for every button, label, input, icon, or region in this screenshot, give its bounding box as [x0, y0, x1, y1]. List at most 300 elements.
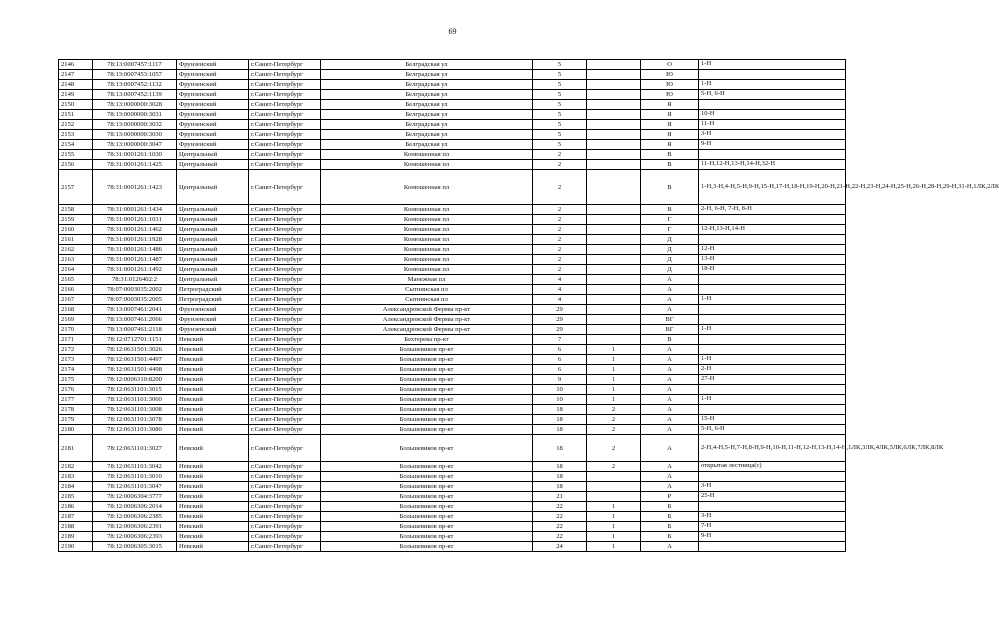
street-cell: Белградская ул: [321, 120, 533, 130]
street-cell: Конюшенная пл: [321, 265, 533, 275]
cadastral-number: 78:31:0001261:1423: [93, 170, 177, 205]
litera-cell: Ю: [641, 80, 699, 90]
row-number: 2159: [59, 215, 93, 225]
city-cell: г.Санкт-Петербург: [249, 275, 321, 285]
building-number: 2: [587, 425, 641, 435]
district-cell: Невский: [177, 385, 249, 395]
litera-cell: Д: [641, 265, 699, 275]
city-cell: г.Санкт-Петербург: [249, 285, 321, 295]
row-number: 2178: [59, 405, 93, 415]
table-row: [59, 345, 846, 355]
cadastral-number: 78:12:0631101:3060: [93, 395, 177, 405]
street-cell: Большевиков пр-кт: [321, 492, 533, 502]
row-number: 2148: [59, 80, 93, 90]
house-number: 6: [533, 345, 587, 355]
litera-cell: Ю: [641, 70, 699, 80]
page-number: 69: [448, 27, 457, 36]
table-row: [59, 245, 846, 255]
city-cell: г.Санкт-Петербург: [249, 522, 321, 532]
row-number: 2182: [59, 462, 93, 472]
cadastral-number: 78:12:0631101:3027: [93, 435, 177, 462]
street-cell: Бехтерева пр-кт: [321, 335, 533, 345]
litera-cell: А: [641, 542, 699, 552]
street-cell: Конюшенная пл: [321, 170, 533, 205]
district-cell: Центральный: [177, 225, 249, 235]
building-number: 1: [587, 512, 641, 522]
litera-cell: А: [641, 285, 699, 295]
cadastral-number: 78:31:0001261:1462: [93, 225, 177, 235]
city-cell: г.Санкт-Петербург: [249, 345, 321, 355]
cadastral-number: 78:31:0001261:1434: [93, 205, 177, 215]
district-cell: Невский: [177, 462, 249, 472]
premises-cell: [699, 215, 846, 225]
row-number: 2151: [59, 110, 93, 120]
street-cell: Белградская ул: [321, 70, 533, 80]
premises-cell: 1-Н: [699, 395, 846, 405]
building-number: 1: [587, 395, 641, 405]
premises-cell: 1-Н,3-Н,4-Н,5-Н,9-Н,15-Н,17-Н,18-Н,19-Н,20-Н,21-Н,22-Н,23-Н,24-Н,25-Н,26-Н,28-Н,29-Н,31-Н,1ЛК,2ЛК: [699, 170, 846, 205]
premises-cell: 10-Н: [699, 110, 846, 120]
street-cell: Большевиков пр-кт: [321, 345, 533, 355]
table-row: [59, 140, 846, 150]
district-cell: Фрунзенский: [177, 100, 249, 110]
city-cell: г.Санкт-Петербург: [249, 265, 321, 275]
litera-cell: Д: [641, 245, 699, 255]
district-cell: Невский: [177, 425, 249, 435]
district-cell: Невский: [177, 345, 249, 355]
row-number: 2174: [59, 365, 93, 375]
premises-cell: [699, 345, 846, 355]
building-number: [587, 90, 641, 100]
street-cell: Белградская ул: [321, 140, 533, 150]
city-cell: г.Санкт-Петербург: [249, 90, 321, 100]
house-number: 21: [533, 492, 587, 502]
cadastral-number: 78:13:0000000:3047: [93, 140, 177, 150]
building-number: [587, 335, 641, 345]
city-cell: г.Санкт-Петербург: [249, 395, 321, 405]
litera-cell: Я: [641, 110, 699, 120]
premises-cell: 7-Н: [699, 522, 846, 532]
premises-cell: 1-Н: [699, 80, 846, 90]
premises-cell: [699, 472, 846, 482]
row-number: 2179: [59, 415, 93, 425]
district-cell: Невский: [177, 482, 249, 492]
premises-cell: [699, 335, 846, 345]
street-cell: Большевиков пр-кт: [321, 385, 533, 395]
city-cell: г.Санкт-Петербург: [249, 415, 321, 425]
house-number: 18: [533, 425, 587, 435]
building-number: 1: [587, 345, 641, 355]
cadastral-number: 78:13:0007461:2118: [93, 325, 177, 335]
cadastral-number: 78:31:0001261:1031: [93, 215, 177, 225]
house-number: 18: [533, 435, 587, 462]
city-cell: г.Санкт-Петербург: [249, 130, 321, 140]
city-cell: г.Санкт-Петербург: [249, 375, 321, 385]
cadastral-number: 78:31:0001261:1928: [93, 235, 177, 245]
table-row: [59, 512, 846, 522]
row-number: 2152: [59, 120, 93, 130]
table-row: [59, 295, 846, 305]
building-number: [587, 120, 641, 130]
district-cell: Фрунзенский: [177, 60, 249, 70]
building-number: [587, 215, 641, 225]
building-number: [587, 295, 641, 305]
city-cell: г.Санкт-Петербург: [249, 472, 321, 482]
litera-cell: Р: [641, 492, 699, 502]
table-row: [59, 305, 846, 315]
row-number: 2168: [59, 305, 93, 315]
table-row: [59, 60, 846, 70]
house-number: 2: [533, 205, 587, 215]
building-number: [587, 140, 641, 150]
building-number: 2: [587, 415, 641, 425]
cadastral-number: 78:12:0631101:3047: [93, 482, 177, 492]
building-number: [587, 100, 641, 110]
cadastral-number: 78:31:0001261:1425: [93, 160, 177, 170]
table-row: [59, 215, 846, 225]
district-cell: Центральный: [177, 275, 249, 285]
row-number: 2180: [59, 425, 93, 435]
street-cell: Белградская ул: [321, 60, 533, 70]
city-cell: г.Санкт-Петербург: [249, 295, 321, 305]
row-number: 2181: [59, 435, 93, 462]
city-cell: г.Санкт-Петербург: [249, 482, 321, 492]
city-cell: г.Санкт-Петербург: [249, 305, 321, 315]
premises-cell: 1-Н: [699, 325, 846, 335]
street-cell: Манежная пл: [321, 275, 533, 285]
city-cell: г.Санкт-Петербург: [249, 205, 321, 215]
row-number: 2150: [59, 100, 93, 110]
house-number: 5: [533, 100, 587, 110]
premises-cell: 3-Н: [699, 512, 846, 522]
street-cell: Белградская ул: [321, 110, 533, 120]
cadastral-number: 78:13:0007452:1139: [93, 90, 177, 100]
house-number: 18: [533, 462, 587, 472]
district-cell: Центральный: [177, 245, 249, 255]
district-cell: Фрунзенский: [177, 140, 249, 150]
table-row: [59, 120, 846, 130]
district-cell: Невский: [177, 502, 249, 512]
litera-cell: Д: [641, 235, 699, 245]
house-number: 5: [533, 70, 587, 80]
table-row: [59, 150, 846, 160]
table-row: [59, 472, 846, 482]
row-number: 2157: [59, 170, 93, 205]
district-cell: Центральный: [177, 255, 249, 265]
litera-cell: Я: [641, 130, 699, 140]
district-cell: Невский: [177, 472, 249, 482]
city-cell: г.Санкт-Петербург: [249, 315, 321, 325]
cadastral-number: 78:12:0006305:3015: [93, 542, 177, 552]
building-number: 1: [587, 542, 641, 552]
building-number: 1: [587, 522, 641, 532]
litera-cell: А: [641, 385, 699, 395]
street-cell: Большевиков пр-кт: [321, 375, 533, 385]
litera-cell: Ю: [641, 90, 699, 100]
district-cell: Невский: [177, 522, 249, 532]
building-number: [587, 492, 641, 502]
building-number: 1: [587, 502, 641, 512]
city-cell: г.Санкт-Петербург: [249, 60, 321, 70]
table-row: [59, 100, 846, 110]
house-number: 4: [533, 295, 587, 305]
building-number: [587, 225, 641, 235]
litera-cell: Я: [641, 120, 699, 130]
cadastral-number: 78:07:0003035:2002: [93, 285, 177, 295]
cadastral-number: 78:31:0126402:2: [93, 275, 177, 285]
city-cell: г.Санкт-Петербург: [249, 385, 321, 395]
cadastral-number: 78:12:0631501:3026: [93, 345, 177, 355]
cadastral-number: 78:12:0006306:2391: [93, 522, 177, 532]
cadastral-number: 78:12:0006306:2385: [93, 512, 177, 522]
street-cell: Большевиков пр-кт: [321, 395, 533, 405]
house-number: 5: [533, 130, 587, 140]
building-number: 1: [587, 385, 641, 395]
house-number: 6: [533, 355, 587, 365]
house-number: 22: [533, 522, 587, 532]
district-cell: Фрунзенский: [177, 120, 249, 130]
city-cell: г.Санкт-Петербург: [249, 110, 321, 120]
premises-cell: 5-Н, 6-Н: [699, 425, 846, 435]
city-cell: г.Санкт-Петербург: [249, 255, 321, 265]
premises-cell: 13-Н: [699, 255, 846, 265]
district-cell: Фрунзенский: [177, 90, 249, 100]
building-number: [587, 150, 641, 160]
building-number: 2: [587, 462, 641, 472]
house-number: 5: [533, 140, 587, 150]
litera-cell: А: [641, 435, 699, 462]
city-cell: г.Санкт-Петербург: [249, 100, 321, 110]
table-row: [59, 415, 846, 425]
premises-cell: открытая лестница(с): [699, 462, 846, 472]
premises-cell: [699, 150, 846, 160]
cadastral-number: 78:13:0000000:3031: [93, 110, 177, 120]
litera-cell: В: [641, 150, 699, 160]
district-cell: Невский: [177, 415, 249, 425]
house-number: 2: [533, 245, 587, 255]
building-number: [587, 110, 641, 120]
premises-cell: 2-Н: [699, 365, 846, 375]
cadastral-number: 78:13:0007461:2066: [93, 315, 177, 325]
table-row: [59, 355, 846, 365]
street-cell: Большевиков пр-кт: [321, 405, 533, 415]
litera-cell: Я: [641, 140, 699, 150]
table-row: [59, 205, 846, 215]
house-number: 6: [533, 365, 587, 375]
cadastral-number: 78:31:0001261:1486: [93, 245, 177, 255]
row-number: 2162: [59, 245, 93, 255]
house-number: 5: [533, 80, 587, 90]
litera-cell: А: [641, 472, 699, 482]
city-cell: г.Санкт-Петербург: [249, 160, 321, 170]
city-cell: г.Санкт-Петербург: [249, 355, 321, 365]
premises-cell: 9-Н: [699, 532, 846, 542]
building-number: [587, 80, 641, 90]
district-cell: Центральный: [177, 205, 249, 215]
street-cell: Александровской Фермы пр-кт: [321, 325, 533, 335]
premises-cell: 3-Н: [699, 482, 846, 492]
cadastral-number: 78:31:0001261:1487: [93, 255, 177, 265]
district-cell: Центральный: [177, 215, 249, 225]
street-cell: Большевиков пр-кт: [321, 482, 533, 492]
cadastral-number: 78:12:0631501:4497: [93, 355, 177, 365]
building-number: 1: [587, 375, 641, 385]
house-number: 5: [533, 90, 587, 100]
street-cell: Белградская ул: [321, 90, 533, 100]
district-cell: Невский: [177, 435, 249, 462]
city-cell: г.Санкт-Петербург: [249, 405, 321, 415]
litera-cell: А: [641, 275, 699, 285]
row-number: 2176: [59, 385, 93, 395]
premises-cell: 5-Н, 6-Н: [699, 90, 846, 100]
city-cell: г.Санкт-Петербург: [249, 80, 321, 90]
building-number: [587, 315, 641, 325]
litera-cell: Я: [641, 100, 699, 110]
litera-cell: А: [641, 415, 699, 425]
house-number: 2: [533, 225, 587, 235]
premises-cell: 15-Н: [699, 415, 846, 425]
house-number: 29: [533, 325, 587, 335]
litera-cell: А: [641, 375, 699, 385]
district-cell: Фрунзенский: [177, 110, 249, 120]
row-number: 2173: [59, 355, 93, 365]
house-number: 5: [533, 110, 587, 120]
street-cell: Большевиков пр-кт: [321, 502, 533, 512]
row-number: 2165: [59, 275, 93, 285]
premises-cell: 18-Н: [699, 265, 846, 275]
house-number: 2: [533, 150, 587, 160]
street-cell: Большевиков пр-кт: [321, 355, 533, 365]
litera-cell: В: [641, 160, 699, 170]
table-row: [59, 255, 846, 265]
row-number: 2189: [59, 532, 93, 542]
table-row: [59, 405, 846, 415]
building-number: [587, 235, 641, 245]
street-cell: Большевиков пр-кт: [321, 472, 533, 482]
district-cell: Невский: [177, 512, 249, 522]
street-cell: Конюшенная пл: [321, 235, 533, 245]
city-cell: г.Санкт-Петербург: [249, 70, 321, 80]
registry-table-body: [59, 60, 999, 552]
district-cell: Центральный: [177, 235, 249, 245]
premises-cell: [699, 502, 846, 512]
row-number: 2190: [59, 542, 93, 552]
table-row: [59, 315, 846, 325]
row-number: 2175: [59, 375, 93, 385]
building-number: [587, 285, 641, 295]
house-number: 18: [533, 472, 587, 482]
table-row: [59, 325, 846, 335]
premises-cell: [699, 542, 846, 552]
row-number: 2188: [59, 522, 93, 532]
street-cell: Большевиков пр-кт: [321, 365, 533, 375]
building-number: [587, 170, 641, 205]
house-number: 2: [533, 235, 587, 245]
city-cell: г.Санкт-Петербург: [249, 542, 321, 552]
house-number: 10: [533, 385, 587, 395]
building-number: 2: [587, 405, 641, 415]
cadastral-number: 78:12:0631101:3015: [93, 385, 177, 395]
building-number: 1: [587, 532, 641, 542]
row-number: 2146: [59, 60, 93, 70]
premises-cell: 2-Н, 6-Н, 7-Н, 8-Н: [699, 205, 846, 215]
district-cell: Невский: [177, 395, 249, 405]
house-number: 18: [533, 482, 587, 492]
table-row: [59, 365, 846, 375]
building-number: [587, 245, 641, 255]
building-number: [587, 325, 641, 335]
cadastral-number: 78:13:0007457:1117: [93, 60, 177, 70]
house-number: 18: [533, 405, 587, 415]
street-cell: Большевиков пр-кт: [321, 522, 533, 532]
district-cell: Фрунзенский: [177, 70, 249, 80]
building-number: [587, 130, 641, 140]
cadastral-number: 78:12:0631101:3010: [93, 472, 177, 482]
house-number: 22: [533, 502, 587, 512]
street-cell: Белградская ул: [321, 100, 533, 110]
table-row: [59, 385, 846, 395]
house-number: 24: [533, 542, 587, 552]
litera-cell: А: [641, 355, 699, 365]
litera-cell: А: [641, 462, 699, 472]
city-cell: г.Санкт-Петербург: [249, 120, 321, 130]
premises-cell: [699, 275, 846, 285]
street-cell: Большевиков пр-кт: [321, 512, 533, 522]
litera-cell: В: [641, 170, 699, 205]
row-number: 2185: [59, 492, 93, 502]
district-cell: Фрунзенский: [177, 80, 249, 90]
litera-cell: ВГ: [641, 315, 699, 325]
row-number: 2167: [59, 295, 93, 305]
house-number: 4: [533, 275, 587, 285]
premises-cell: 1-Н: [699, 355, 846, 365]
premises-cell: [699, 315, 846, 325]
house-number: 10: [533, 395, 587, 405]
premises-cell: 2-Н,4-Н,5-Н,7-Н,8-Н,9-Н,10-Н,11-Н,12-Н,13-Н,14-Н,1ЛК,3ЛК,4ЛК,5ЛК,6ЛК,7ЛК,8ЛК: [699, 435, 846, 462]
premises-cell: [699, 405, 846, 415]
cadastral-number: 78:12:0006310:8200: [93, 375, 177, 385]
premises-cell: 12-Н,13-Н,14-Н: [699, 225, 846, 235]
street-cell: Александровской Фермы пр-кт: [321, 305, 533, 315]
row-number: 2164: [59, 265, 93, 275]
table-row: [59, 265, 846, 275]
house-number: 2: [533, 255, 587, 265]
row-number: 2158: [59, 205, 93, 215]
building-number: [587, 265, 641, 275]
row-number: 2161: [59, 235, 93, 245]
house-number: 7: [533, 335, 587, 345]
city-cell: г.Санкт-Петербург: [249, 245, 321, 255]
street-cell: Большевиков пр-кт: [321, 532, 533, 542]
premises-cell: 12-Н: [699, 245, 846, 255]
premises-cell: [699, 285, 846, 295]
street-cell: Большевиков пр-кт: [321, 425, 533, 435]
city-cell: г.Санкт-Петербург: [249, 492, 321, 502]
premises-cell: [699, 100, 846, 110]
table-row: [59, 395, 846, 405]
cadastral-number: 78:12:0712701:1151: [93, 335, 177, 345]
litera-cell: О: [641, 60, 699, 70]
litera-cell: Б: [641, 502, 699, 512]
table-row: [59, 285, 846, 295]
table-row: [59, 335, 846, 345]
district-cell: Невский: [177, 355, 249, 365]
litera-cell: Б: [641, 522, 699, 532]
city-cell: г.Санкт-Петербург: [249, 325, 321, 335]
cadastral-number: 78:12:0631101:3080: [93, 425, 177, 435]
building-number: [587, 160, 641, 170]
street-cell: Белградская ул: [321, 80, 533, 90]
